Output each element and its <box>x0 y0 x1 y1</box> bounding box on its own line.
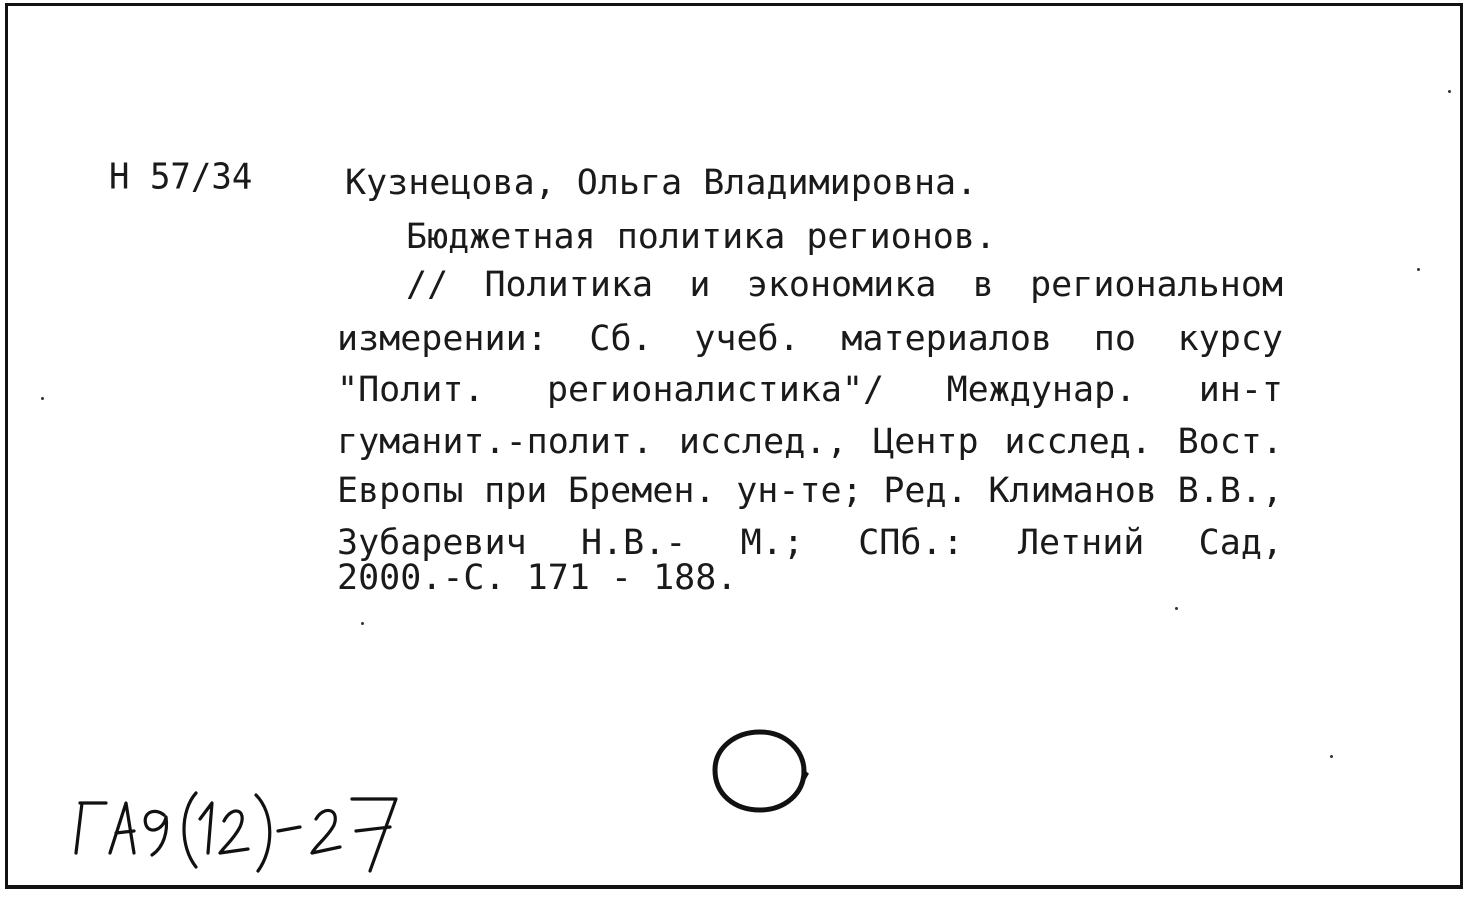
source-word: Летний <box>1017 523 1145 563</box>
source-word: материалов <box>841 319 1053 359</box>
scan-speck <box>361 622 364 625</box>
source-word: Бремен. <box>568 471 716 511</box>
scan-speck <box>1330 755 1333 758</box>
source-word: исслед., <box>678 422 848 462</box>
handwritten-call-number <box>68 781 448 881</box>
catalog-card <box>5 3 1463 889</box>
source-word: учеб. <box>694 319 800 359</box>
source-word: при <box>484 471 548 511</box>
source-word: Сб. <box>589 319 653 359</box>
source-line-1 <box>406 265 1283 305</box>
scan-speck <box>1417 268 1420 271</box>
source-word: Центр <box>873 422 979 462</box>
source-word: измерении: <box>337 319 548 359</box>
source-word: В.В., <box>1177 471 1283 511</box>
source-line-3 <box>337 370 1283 410</box>
source-word: Вост. <box>1177 422 1283 462</box>
author-line: Кузнецова, Ольга Владимировна. <box>345 163 978 203</box>
source-word: ун-те; <box>736 471 863 511</box>
source-line-4 <box>337 422 1283 462</box>
source-word: исслед. <box>1004 422 1152 462</box>
shelf-mark: Н 57/34 <box>109 156 253 198</box>
scan-speck <box>1175 607 1178 610</box>
source-line-6 <box>337 523 1283 563</box>
source-word: в <box>972 265 994 305</box>
source-word: регионалистика"/ <box>546 370 885 410</box>
source-word: // <box>406 265 449 305</box>
source-line-5 <box>337 471 1283 511</box>
source-word: региональном <box>1030 265 1283 305</box>
source-word: Европы <box>337 471 464 511</box>
source-word: по <box>1093 319 1136 359</box>
scan-speck <box>41 397 44 400</box>
source-word: Междунар. <box>946 370 1137 410</box>
title-line: Бюджетная политика регионов. <box>406 217 997 257</box>
source-word: Зубаревич <box>337 523 527 563</box>
source-word: Ред. <box>883 471 968 511</box>
source-word: Сад, <box>1198 523 1283 563</box>
source-word: Политика <box>484 265 654 305</box>
source-word: и <box>689 265 711 305</box>
source-word: "Полит. <box>337 370 485 410</box>
circle-stamp-icon <box>710 726 810 816</box>
source-word: курсу <box>1177 319 1283 359</box>
source-word: Климанов <box>988 471 1157 511</box>
source-word: СПб.: <box>858 523 964 563</box>
source-word: ин-т <box>1198 370 1283 410</box>
source-word: гуманит.-полит. <box>337 422 654 462</box>
pages-line: 2000.-С. 171 - 188. <box>337 558 738 598</box>
source-word: экономика <box>746 265 937 305</box>
source-word: Н.В.- <box>580 523 687 563</box>
source-word: М.; <box>740 523 804 563</box>
scan-speck <box>1448 90 1451 93</box>
source-line-2 <box>337 319 1283 359</box>
